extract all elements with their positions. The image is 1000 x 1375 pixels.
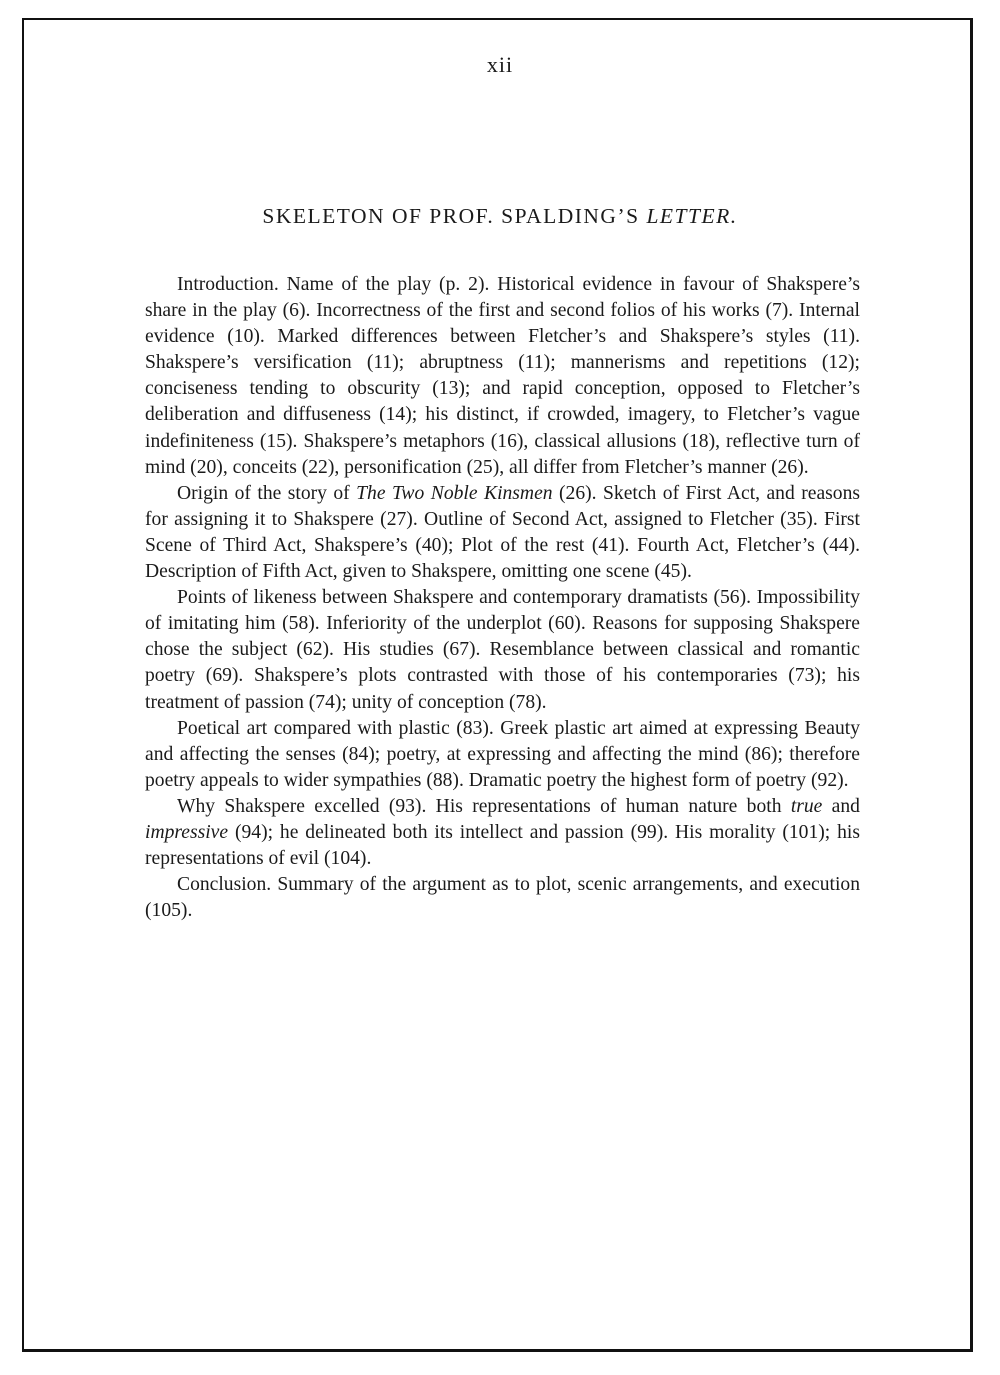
text-segment: (26). Sketch of First Act, and reasons for assigning it to Shakspere (27). Outline of Second Act, assigned to Fletcher (35). First Scene of Third Act, Shakspere’s (40); Plot of the rest (41). Fourth Act, Fletcher’s (44). Description of Fifth Act, given to Shakspere, omitting one scene (45). — [145, 482, 860, 583]
italic-text: The Two Noble Kinsmen — [356, 482, 553, 504]
text-segment: Introduction. Name of the play (p. 2). Historical evidence in favour of Shakspere’s share in the play (6). Incorrectness of the first and second folios of his works (7). Internal evidence (10). Marked differences between Fletcher’s and Shakspere’s styles (11). Shakspere’s versification (11); abruptness (11); mannerisms and repetitions (12); conciseness tending to obscurity (13); and rapid conception, opposed to Fletcher’s deliberation and diffuseness (14); his distinct, if crowded, imagery, to Fletcher’s vague indefiniteness (15). Shakspere’s metaphors (16), classical allusions (18), reflective turn of mind (20), conceits (22), personification (25), all differ from Fletcher’s manner (26). — [145, 274, 860, 478]
title-text: SKELETON OF PROF. SPALDING’S — [262, 204, 647, 228]
page-title — [0, 204, 1000, 229]
paragraph — [145, 716, 860, 794]
text-segment: Origin of the story of — [177, 482, 357, 504]
title-emphasis: LETTER. — [646, 204, 738, 228]
paragraph — [145, 481, 860, 585]
page-number: xii — [486, 52, 514, 77]
text-segment: Poetical art compared with plastic (83). Greek plastic art aimed at expressing Beauty and affecting the senses (84); poetry, at expressing and affecting the mind (86); therefore poetry appeals to wider sympathies (88). Dramatic poetry the highest form of poetry (92). — [145, 717, 860, 791]
paragraph — [145, 794, 860, 872]
text-segment: (94); he delineated both its intellect and passion (99). His morality (101); his representations of evil (104). — [145, 821, 860, 870]
italic-text: impressive — [145, 821, 229, 843]
paragraph — [145, 585, 860, 715]
paragraph — [145, 272, 860, 481]
italic-text: true — [790, 795, 823, 817]
paragraph — [145, 872, 860, 924]
text-segment: Conclusion. Summary of the argument as to plot, scenic arrangements, and execution (105). — [145, 874, 860, 922]
text-segment: Why Shakspere excelled (93). His representations of human nature both — [177, 795, 791, 817]
body-text — [145, 272, 860, 924]
text-segment: and — [822, 795, 860, 817]
text-segment: Points of likeness between Shakspere and contemporary dramatists (56). Impossibility of imitating him (58). Inferiority of the underplot (60). Reasons for supposing Shakspere chose the subject (62). His studies (67). Resemblance between classical and romantic poetry (69). Shakspere’s plots contrasted with those of his contemporaries (73); his treatment of passion (74); unity of conception (78). — [145, 587, 860, 713]
